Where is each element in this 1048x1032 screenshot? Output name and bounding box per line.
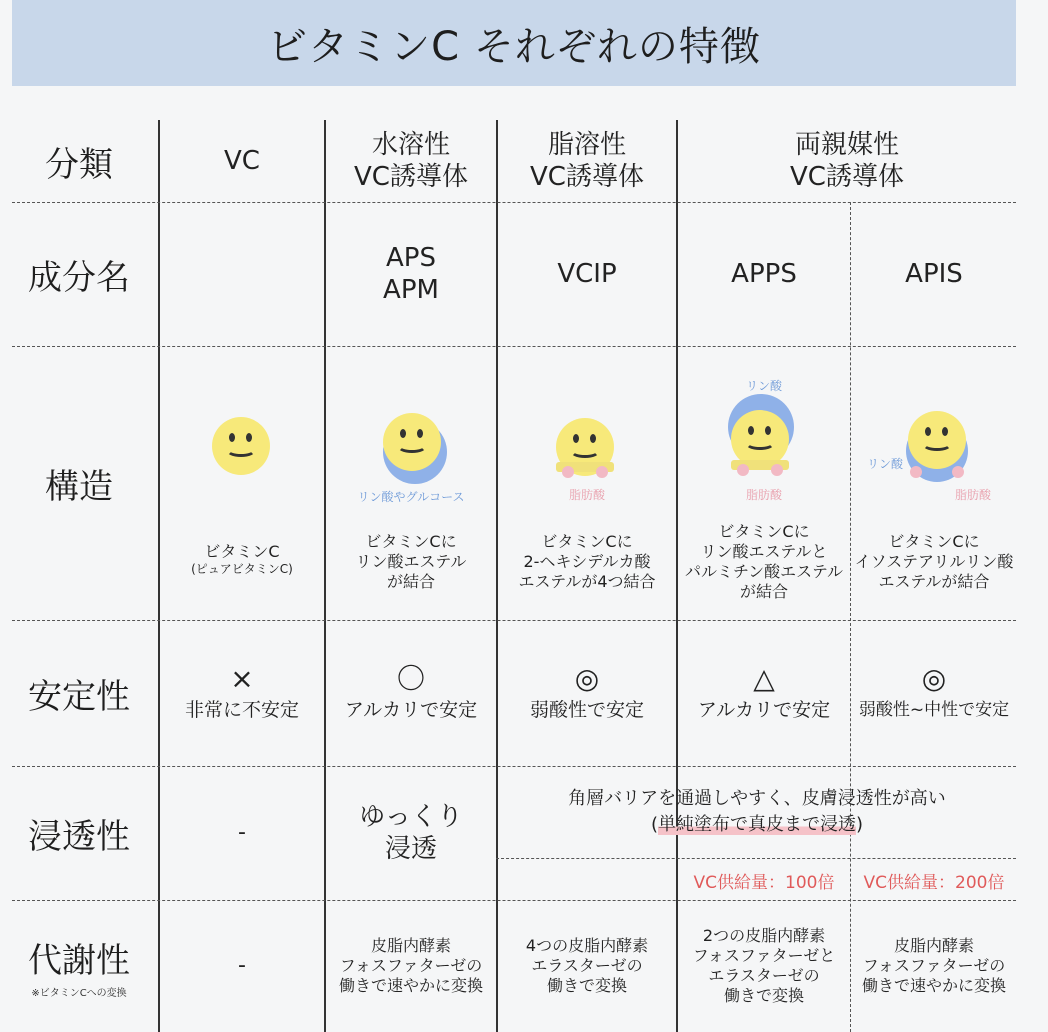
- fatty-acid-dot-icon: [737, 464, 749, 476]
- metabolism-apis-line2: フォスファターゼの: [862, 956, 1006, 975]
- row-header-text: 成分名: [28, 257, 130, 298]
- ingredient-fat: [498, 202, 676, 346]
- row-header-text: 構造: [45, 466, 113, 507]
- row-header-structure: [0, 346, 158, 620]
- ingredient-apps-text: APPS: [731, 259, 797, 289]
- structure-apps-top-label: [678, 378, 850, 394]
- metabolism-water: [326, 900, 496, 1032]
- permeability-water-line1: ゆっくり: [359, 802, 463, 832]
- row-header-text: 代謝性: [28, 941, 130, 981]
- ingredient-water-line2: APM: [383, 275, 439, 305]
- permeability-apps-supply: [678, 860, 850, 900]
- structure-apps-desc: [678, 520, 850, 604]
- ingredient-fat-text: VCIP: [557, 259, 617, 289]
- structure-vc-line2: (ピュアビタミンC): [191, 561, 293, 576]
- row-header-classification: [0, 120, 158, 202]
- stability-fat: [498, 620, 676, 766]
- ingredient-apis: [852, 202, 1016, 346]
- row-header-note: ※ビタミンCへの変換: [31, 988, 127, 999]
- stability-vc-symbol: ×: [230, 662, 254, 695]
- fatty-acid-dot-icon: [596, 466, 608, 478]
- metabolism-fat-line3: 働きで変換: [546, 976, 627, 995]
- structure-apps-line2: リン酸エステルと: [700, 542, 828, 561]
- vitamin-c-face-icon: [908, 411, 966, 469]
- metabolism-fat: [498, 900, 676, 1032]
- stability-apis: [852, 620, 1016, 766]
- permeability-water-line2: 浸透: [384, 834, 437, 864]
- structure-water-line3: が結合: [386, 572, 435, 591]
- metabolism-apis-line1: 皮脂内酵素: [893, 936, 974, 955]
- structure-apis-desc: [852, 530, 1016, 594]
- class-water-line2: VC誘導体: [354, 162, 468, 192]
- structure-apis-line3: エステルが結合: [878, 572, 990, 591]
- ingredient-water: [326, 202, 496, 346]
- metabolism-fat-line2: エラスターゼの: [531, 956, 643, 975]
- structure-apis-label: [940, 486, 1006, 504]
- permeability-close-paren: ): [856, 814, 864, 835]
- structure-apis-left-label: [860, 456, 910, 472]
- row-header-text: 安定性: [28, 676, 130, 717]
- structure-water-label: [326, 488, 496, 506]
- fatty-acid-dot-icon: [952, 466, 964, 478]
- metabolism-apps: [678, 900, 850, 1032]
- stability-apis-text: 弱酸性~中性で安定: [858, 700, 1010, 720]
- ingredient-apps: [678, 202, 850, 346]
- structure-fat-line2: 2-ヘキシデルカ酸: [523, 552, 651, 571]
- metabolism-water-line2: フォスファターゼの: [339, 956, 483, 975]
- permeability-merged: [498, 766, 1016, 858]
- stability-water: [326, 620, 496, 766]
- structure-apis-left-label-text: リン酸: [866, 456, 903, 471]
- permeability-vc: [160, 766, 324, 900]
- stability-apps-symbol: △: [753, 662, 775, 695]
- structure-water-desc: [326, 530, 496, 594]
- fatty-acid-dot-icon: [910, 466, 922, 478]
- vitamin-c-face-icon: [383, 413, 441, 471]
- row-header-text: 分類: [45, 144, 113, 185]
- stability-water-text: アルカリで安定: [344, 699, 478, 721]
- stability-apps-text: アルカリで安定: [697, 699, 831, 721]
- class-vc-text: VC: [224, 146, 260, 176]
- permeability-open-paren: (: [650, 814, 658, 835]
- structure-apps-label: [678, 486, 850, 504]
- metabolism-vc-text: -: [238, 953, 246, 978]
- permeability-apis-supply-text: VC供給量：200倍: [863, 872, 1005, 893]
- stability-vc-text: 非常に不安定: [184, 699, 299, 721]
- vitamin-c-face-icon: [212, 417, 270, 475]
- column-divider: [850, 202, 851, 1032]
- permeability-highlight: 単純塗布で真皮まで浸透: [658, 814, 856, 835]
- class-amphi-line1: 両親媒性: [794, 130, 899, 160]
- structure-apps-line4: が結合: [739, 582, 788, 601]
- class-fat-line2: VC誘導体: [530, 162, 644, 192]
- metabolism-apis-line3: 働きで速やかに変換: [861, 976, 1006, 995]
- row-header-permeability: [0, 766, 158, 900]
- row-divider: [496, 858, 1016, 859]
- permeability-merged-line1: 角層バリアを通過しやすく、皮膚浸透性が高い: [568, 788, 946, 809]
- row-header-ingredient: [0, 202, 158, 346]
- metabolism-apps-line1: 2つの皮脂内酵素: [702, 926, 826, 945]
- structure-fat-label: [498, 486, 676, 504]
- permeability-water: [326, 766, 496, 900]
- structure-fat-desc: [498, 530, 676, 594]
- permeability-apps-supply-text: VC供給量：100倍: [693, 872, 835, 893]
- metabolism-fat-line1: 4つの皮脂内酵素: [525, 936, 649, 955]
- permeability-merged-line2: [651, 812, 863, 838]
- metabolism-vc: [160, 900, 324, 1032]
- metabolism-apps-line3: エラスターゼの: [708, 966, 820, 985]
- stability-fat-symbol: ◎: [574, 662, 600, 695]
- structure-apps-top-label-text: リン酸: [745, 378, 782, 393]
- metabolism-water-line3: 働きで速やかに変換: [338, 976, 483, 995]
- structure-water-line1: ビタミンCに: [365, 532, 457, 551]
- stability-apps: [678, 620, 850, 766]
- stability-apis-symbol: ◎: [921, 662, 947, 695]
- structure-fat-label-text: 脂肪酸: [568, 487, 605, 502]
- class-vc: [160, 120, 324, 202]
- row-header-text: 浸透性: [28, 816, 130, 857]
- structure-apis-line2: イソステアリルリン酸: [854, 552, 1014, 571]
- stability-water-symbol: 〇: [396, 662, 425, 695]
- metabolism-apps-line2: フォスファターゼと: [692, 946, 836, 965]
- ingredient-water-line1: APS: [386, 243, 436, 273]
- row-divider: [12, 346, 1016, 347]
- structure-apis-line1: ビタミンCに: [888, 532, 980, 551]
- class-amphi: [678, 120, 1016, 202]
- stability-vc: [160, 620, 324, 766]
- structure-fat-line3: エステルが4つ結合: [518, 572, 656, 591]
- class-amphi-line2: VC誘導体: [790, 162, 904, 192]
- metabolism-water-line1: 皮脂内酵素: [370, 936, 451, 955]
- structure-water-label-text: リン酸やグルコース: [357, 489, 465, 504]
- class-fat-line1: 脂溶性: [547, 130, 626, 160]
- structure-apps-line1: ビタミンCに: [718, 522, 810, 541]
- structure-apps-line3: パルミチン酸エステル: [684, 562, 844, 581]
- row-header-metabolism: [0, 900, 158, 1032]
- structure-vc-desc: [160, 534, 324, 584]
- structure-fat-line1: ビタミンCに: [541, 532, 633, 551]
- page-title: ビタミンC それぞれの特徴: [267, 23, 761, 70]
- structure-vc-line1: ビタミンC: [204, 541, 280, 561]
- structure-apis-label-text: 脂肪酸: [954, 487, 991, 502]
- permeability-vc-text: -: [238, 820, 246, 845]
- class-water: [326, 120, 496, 202]
- stability-fat-text: 弱酸性で安定: [529, 699, 644, 721]
- row-header-stability: [0, 620, 158, 766]
- metabolism-apps-line4: 働きで変換: [723, 986, 804, 1005]
- metabolism-apis: [852, 900, 1016, 1032]
- fatty-acid-dot-icon: [771, 464, 783, 476]
- comparison-table: [0, 120, 1048, 1032]
- class-water-line1: 水溶性: [371, 130, 450, 160]
- fatty-acid-dot-icon: [562, 466, 574, 478]
- ingredient-apis-text: APIS: [905, 259, 963, 289]
- class-fat: [498, 120, 676, 202]
- title-bar: [12, 0, 1016, 86]
- structure-water-line2: リン酸エステル: [355, 552, 467, 571]
- permeability-apis-supply: [852, 860, 1016, 900]
- structure-apps-label-text: 脂肪酸: [745, 487, 782, 502]
